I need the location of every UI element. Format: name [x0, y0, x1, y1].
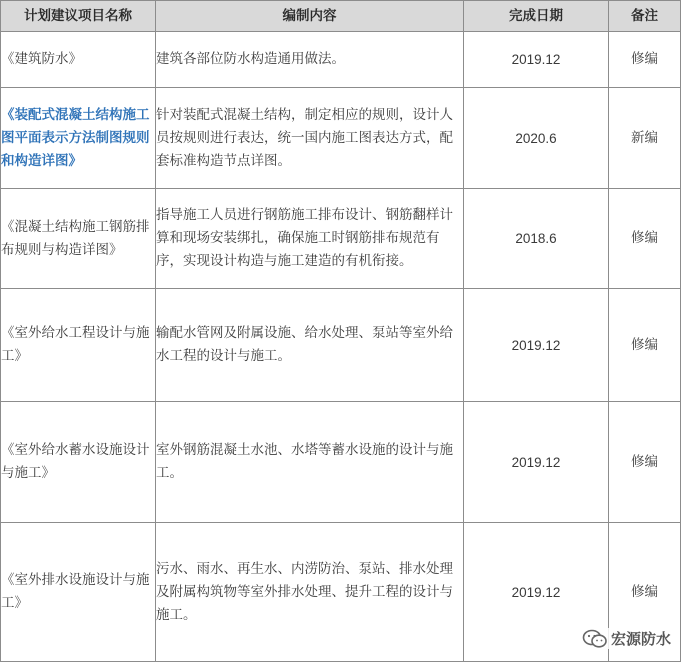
- completion-date: 2019.12: [464, 402, 609, 523]
- watermark: [580, 628, 673, 649]
- project-content: 针对装配式混凝土结构，制定相应的规则，设计人员按规则进行表达，统一国内施工图表达方式，配套标准构造节点详图。: [156, 88, 464, 189]
- project-name: 《室外排水设施设计与施工》: [1, 523, 156, 662]
- table-row: [1, 523, 681, 662]
- project-name: 《建筑防水》: [1, 32, 156, 88]
- project-note: 修编: [609, 189, 681, 289]
- watermark-text: 宏源防水: [610, 630, 671, 648]
- project-note: 修编: [609, 289, 681, 402]
- header-note: 备注: [609, 1, 681, 32]
- project-content: 建筑各部位防水构造通用做法。: [156, 32, 464, 88]
- header-project-name: 计划建议项目名称: [1, 1, 156, 32]
- table-row: [1, 32, 681, 88]
- completion-date: 2020.6: [464, 88, 609, 189]
- table-header-row: [1, 1, 681, 32]
- table-row: [1, 189, 681, 289]
- table-row: [1, 88, 681, 189]
- completion-date: 2019.12: [464, 523, 609, 662]
- project-name-highlighted: 《装配式混凝土结构施工图平面表示方法制图规则和构造详图》: [1, 88, 156, 189]
- project-content: 指导施工人员进行钢筋施工排布设计、钢筋翻样计算和现场安装绑扎，确保施工时钢筋排布规范有序，实现设计构造与施工建造的有机衔接。: [156, 189, 464, 289]
- completion-date: 2019.12: [464, 32, 609, 88]
- project-content: 污水、雨水、再生水、内涝防治、泵站、排水处理及附属构筑物等室外排水处理、提升工程的设计与施工。: [156, 523, 464, 662]
- header-completion-date: 完成日期: [464, 1, 609, 32]
- completion-date: 2018.6: [464, 189, 609, 289]
- table-row: [1, 289, 681, 402]
- project-note: 修编: [609, 32, 681, 88]
- table-row: [1, 402, 681, 523]
- project-name: 《室外给水工程设计与施工》: [1, 289, 156, 402]
- project-name: 《室外给水蓄水设施设计与施工》: [1, 402, 156, 523]
- project-note: 修编: [609, 523, 681, 662]
- wechat-icon: [582, 629, 608, 649]
- project-content: 输配水管网及附属设施、给水处理、泵站等室外给水工程的设计与施工。: [156, 289, 464, 402]
- project-note: 修编: [609, 402, 681, 523]
- project-name: 《混凝土结构施工钢筋排布规则与构造详图》: [1, 189, 156, 289]
- project-content: 室外钢筋混凝土水池、水塔等蓄水设施的设计与施工。: [156, 402, 464, 523]
- completion-date: 2019.12: [464, 289, 609, 402]
- header-content: 编制内容: [156, 1, 464, 32]
- project-note: 新编: [609, 88, 681, 189]
